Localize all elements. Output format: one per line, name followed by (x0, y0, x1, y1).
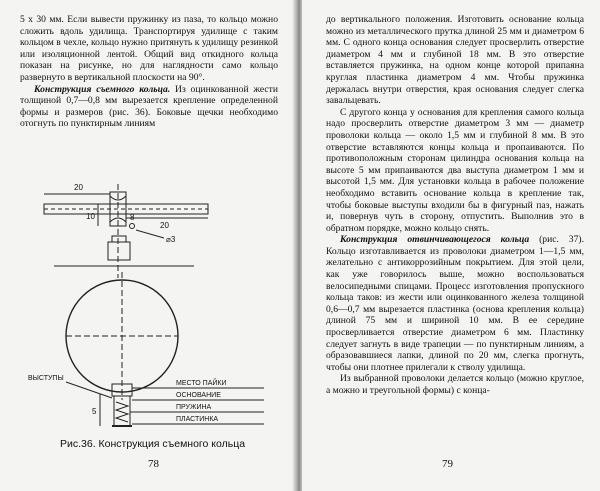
left-paragraph-1 (20, 14, 278, 84)
dim-label-10: 10 (86, 212, 95, 221)
label-osnovanie: ОСНОВАНИЕ (176, 392, 221, 399)
mount-side-view (108, 242, 130, 260)
label-pruzhina: ПРУЖИНА (176, 404, 212, 411)
right-page (302, 0, 600, 491)
dim-label-5: 5 (92, 407, 97, 416)
right-paragraph-2-text: С другого конца у основания для крепления самого кольца надо просверлить отверстие диаметром 3 мм — диаметр проволоки кольца — около 1,5 мм и глубиной 8 мм. В это отверстие вставляются концы кольца и пропаиваются. По противоположным сторонам цилиндра основания кольца на высоте 5 мм припаиваются два выступа диаметром 1 мм и высотой 1,5 мм. Для установки кольца в рабочее положение необходимо вставить основание кольца в крепление так, чтобы боковые выступы входили бы в фигурный паз, нажать и, повернув чуть в сторону, отпустить. Выполнив это в обратном порядке, можно кольцо снять. (326, 106, 584, 234)
left-paragraph-2-text: Из оцинкованной жести толщиной 0,7—0,8 мм вырезается крепление определенной формы и размеров (рис. 36). Боковые щечки необходимо отогнуть по пунктирным линиям (20, 83, 278, 130)
right-paragraph-1-text: до вертикального положения. Изготовить основание кольца можно из металлического прутка длиной 25 мм и диаметром 6 мм. С одного конца основания следует просверлить отверстие диаметром 4 мм и глубиной 18 мм. В это отверстие вставляется пружинка, на одном конце которой припаяна круглая пластинка диаметром 4 мм. Чтобы пружинка держалась внутри отверстия, края основания следует слегка завальцевать. (326, 14, 584, 107)
dim-label-phi3: ⌀3 (166, 235, 176, 244)
left-page (0, 0, 296, 491)
figure-caption: Рис.36. Конструкция съемного кольца (60, 438, 246, 450)
page-number-right: 79 (442, 458, 453, 470)
figure-36-drawing (14, 168, 284, 438)
label-vystupy: ВЫСТУПЫ (28, 375, 64, 382)
right-paragraph-3-heading: Конструкция отвинчивающегося кольца (340, 234, 530, 246)
left-paragraph-2-heading: Конструкция съемного кольца. (34, 83, 171, 95)
dim-leader-phi3 (136, 230, 164, 238)
page-number-left: 78 (148, 458, 159, 470)
dim-label-8: 8 (130, 213, 135, 222)
label-plastinka: ПЛАСТИНКА (176, 416, 219, 423)
mount-side-tab (112, 236, 126, 242)
right-paragraph-2 (326, 107, 584, 235)
label-mesto-payki: МЕСТО ПАЙКИ (176, 380, 227, 387)
dim-label-20-mid: 20 (160, 221, 169, 230)
left-page-text (20, 14, 278, 130)
right-paragraph-3 (326, 234, 584, 373)
right-paragraph-4-text: Из выбранной проволоки делается кольцо (можно круглое, а можно и треугольной формы) с конца- (326, 373, 584, 396)
left-paragraph-1-text: 5 x 30 мм. Если вывести пружинку из паза, то кольцо можно сложить вдоль удилища. Транспортируя удилище с таким кольцом в чехле, кольцо нужно притянуть к удилищу резинкой или изоляционной лентой. Общий вид откидного кольца показан на рисунке, но для наглядности само кольцо развернуто в вертикальной плоскости на 90°. (20, 14, 278, 83)
right-paragraph-3-text: (рис. 37). Кольцо изготавливается из проволоки диаметром 1—1,5 мм, желательно с антикоррозийным покрытием. Для этой цели, как уже говорилось выше, можно воспользоваться велосипедными спицами. Процесс изготовления пропускного кольца таков: из жести или оцинкованного железа толщиной 0,6—0,7 мм вырезается пластинка (основа крепления кольца) длиной 75 мм и шириной 10 мм. В ее середине просверливается отверстие диаметром 6 мм. Пластинку следует загнуть в виде трапеции — по пунктирным линиям, а образовавшиеся лапки, длиной по 20 мм, слегка прогнуть, чтобы они плотнее прилегали к стволу удилища. (326, 234, 584, 373)
hole-phi3 (130, 224, 135, 229)
dim-label-20-top: 20 (74, 183, 83, 192)
spring-zigzag (116, 402, 128, 422)
right-page-text (326, 14, 584, 397)
right-paragraph-4 (326, 373, 584, 396)
left-paragraph-2 (20, 84, 278, 130)
right-paragraph-1 (326, 14, 584, 107)
